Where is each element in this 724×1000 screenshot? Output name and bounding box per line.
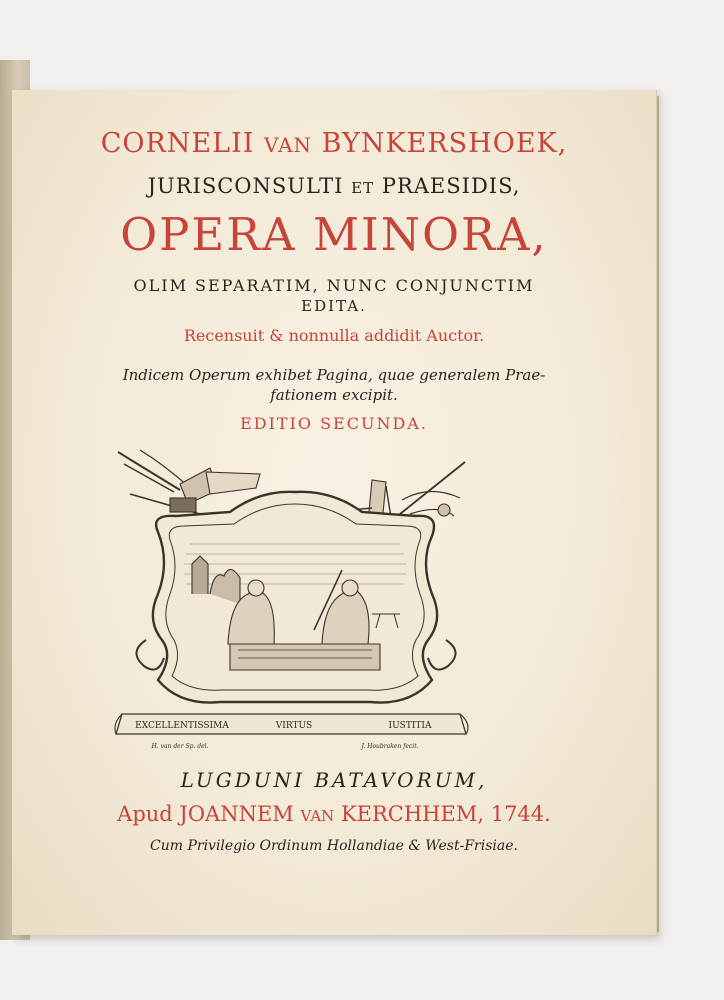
title-page — [12, 90, 657, 935]
publication-year: 1744. — [490, 802, 551, 826]
main-title: OPERA MINORA, — [120, 208, 548, 261]
cartouche-frame — [153, 492, 437, 703]
subtitle-line-1: OLIM SEPARATIM, NUNC CONJUNCTIM — [133, 276, 535, 295]
publisher-surname: KERCHHEM, — [340, 802, 485, 826]
engraved-vignette — [110, 444, 480, 756]
author-titles-line — [12, 174, 656, 198]
publisher-line — [12, 802, 656, 826]
banner-left-text: EXCELLENTISSIMA — [135, 721, 229, 731]
praesidis-text: PRAESIDIS, — [381, 174, 521, 198]
subtitle-line-2: EDITA. — [301, 297, 367, 315]
place-line: LUGDUNI BATAVORUM, — [180, 768, 488, 792]
edition-line: EDITIO SECUNDA. — [240, 414, 428, 433]
publisher-apud: Apud JOANNEM — [117, 802, 294, 826]
jurisconsulti-text: JURISCONSULTI — [147, 174, 344, 198]
author-particle: VAN — [264, 133, 313, 157]
author-forename: CORNELII — [100, 128, 255, 159]
left-trophy-icon — [118, 450, 260, 514]
index-line-1: Indicem Operum exhibet Pagina, quae generalem Prae- — [122, 366, 546, 384]
privilege-line: Cum Privilegio Ordinum Hollandiae & West-Frisiae. — [150, 838, 518, 854]
credit-left-text: H. van der Sp. del. — [151, 743, 209, 750]
banner-center-text: VIRTUS — [275, 721, 313, 731]
publisher-particle: VAN — [300, 807, 335, 825]
index-line-2: fationem excipit. — [270, 386, 398, 404]
recension-line: Recensuit & nonnulla addidit Auctor. — [183, 326, 485, 345]
banner-right-text: IUSTITIA — [388, 721, 432, 731]
et-text: ET — [351, 179, 375, 197]
credit-right-text: J. Houbraken fecit. — [361, 743, 419, 750]
author-line — [12, 128, 656, 159]
author-surname: BYNKERSHOEK, — [321, 128, 568, 159]
